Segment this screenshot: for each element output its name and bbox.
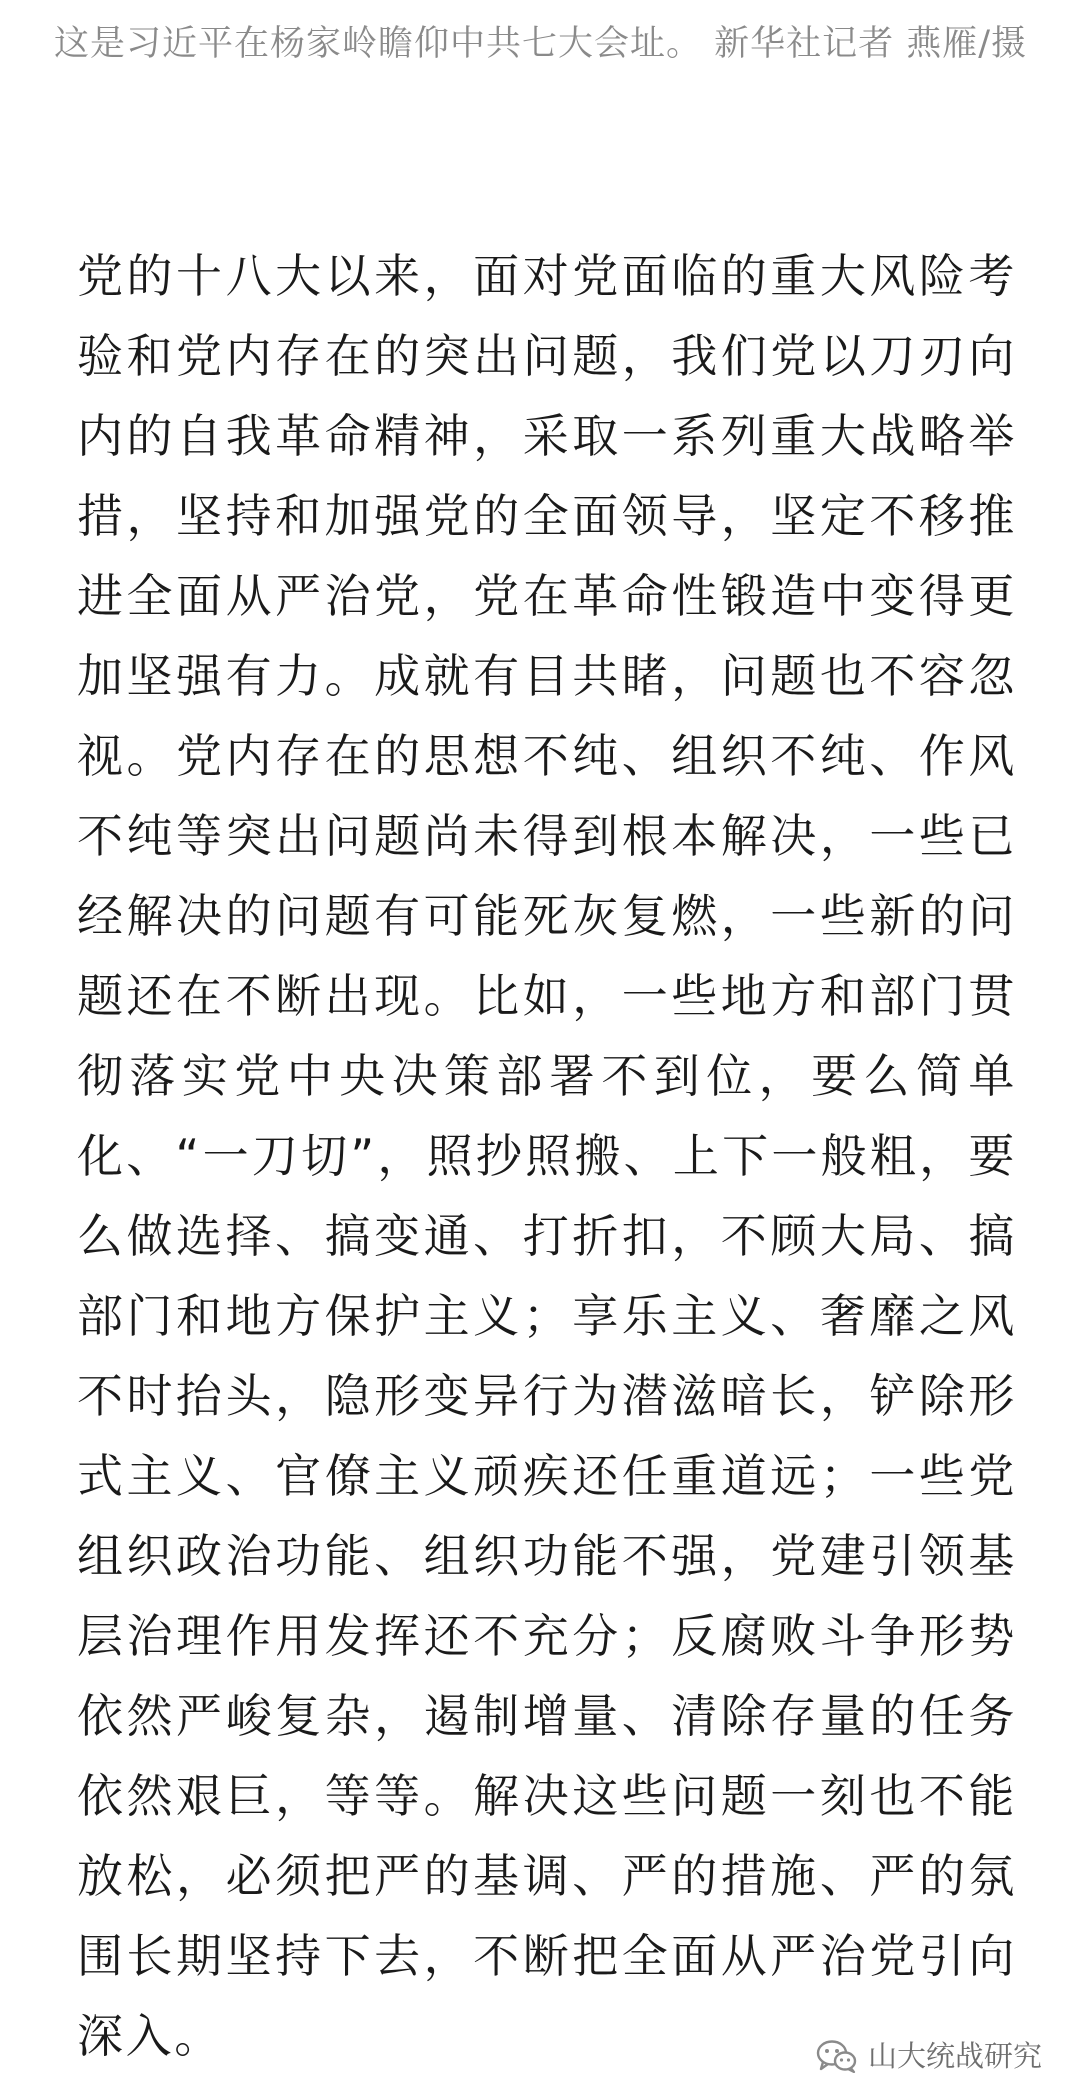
watermark-label: 山大统战研究	[867, 2039, 1042, 2073]
account-watermark	[816, 2036, 1042, 2076]
article-paragraph: 党的十八大以来，面对党面临的重大风险考验和党内存在的突出问题，我们党以刀刃向内的自我革命精神，采取一系列重大战略举措，坚持和加强党的全面领导，坚定不移推进全面从严治党，党在革命性锻造中变得更加坚强有力。成就有目共睹，问题也不容忽视。党内存在的思想不纯、组织不纯、作风不纯等突出问题尚未得到根本解决，一些已经解决的问题有可能死灰复燃，一些新的问题还在不断出现。比如，一些地方和部门贯彻落实党中央决策部署不到位，要么简单化、“一刀切”，照抄照搬、上下一般粗，要么做选择、搞变通、打折扣，不顾大局、搞部门和地方保护主义；享乐主义、奢靡之风不时抬头，隐形变异行为潜滋暗长，铲除形式主义、官僚主义顽疾还任重道远；一些党组织政治功能、组织功能不强，党建引领基层治理作用发挥还不充分；反腐败斗争形势依然严峻复杂，遏制增量、清除存量的任务依然艰巨，等等。解决这些问题一刻也不能放松，必须把严的基调、严的措施、严的氛围长期坚持下去，不断把全面从严治党引向深入。	[77, 249, 1017, 2063]
image-caption: 这是习近平在杨家岭瞻仰中共七大会址。 新华社记者 燕雁/摄	[54, 24, 1028, 64]
wechat-icon	[816, 2039, 858, 2073]
